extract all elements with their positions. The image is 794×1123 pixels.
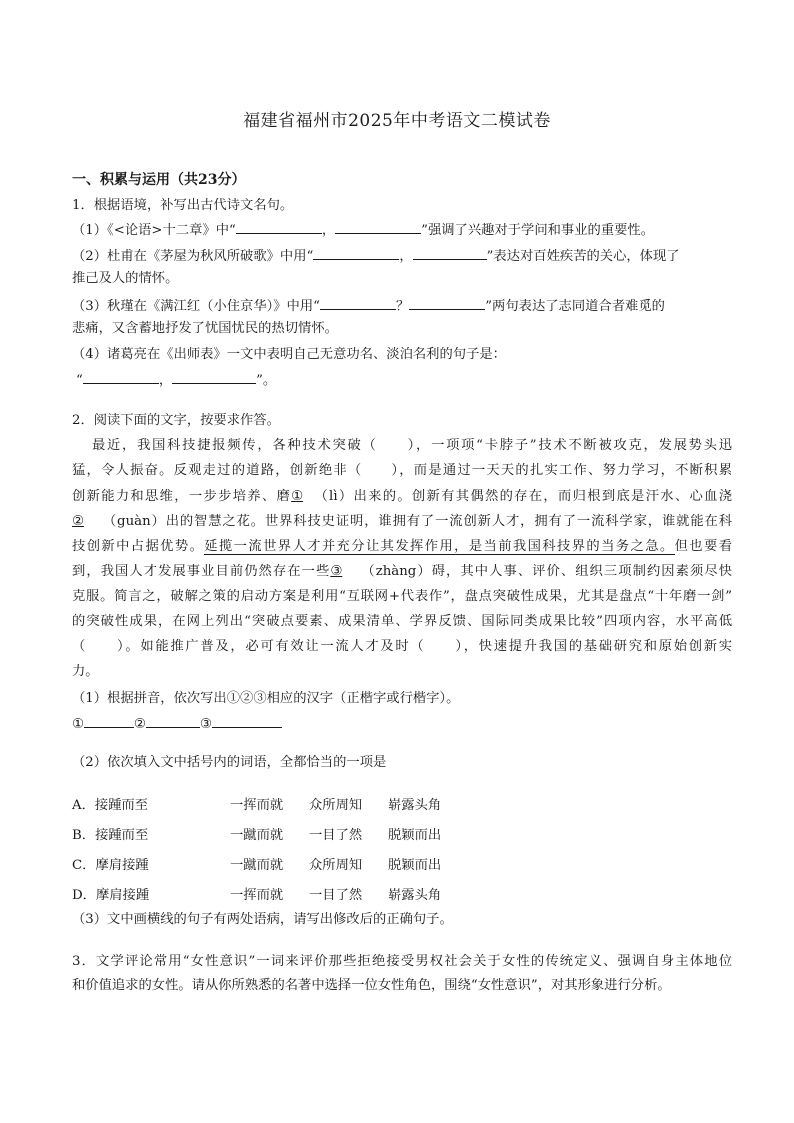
answer-blank[interactable]: [84, 713, 134, 728]
answer-blank[interactable]: [212, 713, 282, 728]
q1-stem: 1．根据语境，补写出古代诗文名句。: [72, 198, 294, 213]
q2-passage-line: （ ）。如能推广普及，必可有效让一流人才及时（ ），快速提升我国的基础研究和原始创新实: [72, 639, 732, 654]
q2-sub-2: （2）依次填入文中括号内的词语，全都恰当的一项是: [72, 755, 387, 770]
q1-item-2: （2）杜甫在《茅屋为秋风所破歌》中用“ ， ”表达对百姓疾苦的关心，体现了: [72, 245, 732, 267]
answer-blank[interactable]: [83, 369, 159, 384]
q2-passage-line: 最近，我国科技捷报频传，各种技术突破（ ），一项项“卡脖子”技术不断被攻克，发展势头迅: [92, 438, 732, 453]
exam-page: 福建省福州市2025年中考语文二模试卷 一、积累与运用（共23分） 1．根据语境，补写出古代诗文名句。 （1）《<论语>十二章》中“ ， ”强调了兴趣对于学问和事业的重要性。 （2）杜甫在《茅屋为秋风所破歌》中用“ ， ”表达对百姓疾苦的关心，体现了 推己及人的情怀。 （3）秋瑾在《满江红（小住京华）》中用“ ？ ”两句表达了志同道合者难觅的 悲痛，又含蓄地抒发了忧国忧民的热切情怀。 （4）诸葛亮在《出师表》一文中表明自己无意功名、淡泊名利的句子是： “ ， ”。 2．阅读下面的文字，按要求作答。 最近，我国科技捷报频传，各种技术突破（ ），一项项“卡脖子”技术不断被攻克，发展势头迅 猛，令人振奋。反观走过的道路，创新绝非（ ），而是通过一天天的扎实工作、努力学习，不断积累 创新能力和思维，一步步培养、磨① （lì）出来的。创新有其偶然的存在，而归根到底是汗水、心血浇 ② （guàn）出的智慧之花。世界科技史证明，谁拥有了一流创新人才，拥有了一流科学家，谁就能在科 技创新中占据优势。延揽一流世界人才并充分让其发挥作用，是当前我国科技界的当务之急。但也要看 到，我国人才发展事业目前仍然存在一些③ （zhàng）碍，其中人事、评价、组织三项制约因素须尽快 克服。简言之，破解之策的启动方案是利用“互联网+代表作”，盘点突破性成果，尤其是盘点“十年磨一剑” 的突破性成果，在网上列出“突破点要素、成果清单、学界反馈、国际同类成果比较”四项内容，水平高低 （ ）。如能推广普及，必可有效让一流人才及时（ ），快速提升我国的基础研究和原始创新实 力。 （1）根据拼音，依次写出①②③相应的汉字（正楷字或行楷字）。 ① ② ③ （2）依次填入文中括号内的词语，全都恰当的一项是 A．接踵而至 一挥而就 众所周知 崭露头角 B．接踵而至 一蹴而就 一目了然 脱颖而出 C．摩肩接踵 一蹴而就 众所周知 脱颖而出 D．摩肩接踵 一挥而就 一目了然 崭露头角 （3）文中画横线的句子有两处语病，请写出修改后的正确句子。 3．文学评论常用“女性意识”一词来评价那些拒绝接受男权社会关于女性的传统定义、强调自身主体地位 和价值追求的女性。请从你所熟悉的名著中选择一位女性角色，围绕“女性意识”，对其形象进行分析。: [0, 0, 794, 1123]
q1-item-2-cont: 推己及人的情怀。: [72, 271, 179, 286]
q2-sub-1-answers: ① ② ③: [72, 713, 732, 735]
answer-blank[interactable]: [320, 295, 396, 310]
q1-item-3-cont: 悲痛，又含蓄地抒发了忧国忧民的热切情怀。: [72, 321, 338, 336]
q1-item-4-answer: “ ， ”。: [76, 369, 736, 391]
q3-line: 和价值追求的女性。请从你所熟悉的名著中选择一位女性角色，围绕“女性意识”，对其形象进行分析。: [72, 978, 671, 993]
page-title: 福建省福州市2025年中考语文二模试卷: [243, 111, 551, 131]
answer-blank[interactable]: [413, 245, 487, 260]
answer-blank[interactable]: [172, 369, 256, 384]
q2-stem: 2．阅读下面的文字，按要求作答。: [72, 413, 280, 428]
pinyin-blank-2[interactable]: ②: [72, 514, 84, 529]
q2-passage-line: 克服。简言之，破解之策的启动方案是利用“互联网+代表作”，盘点突破性成果，尤其是盘点“十年磨一剑”: [72, 589, 732, 604]
q2-sub-1: （1）根据拼音，依次写出①②③相应的汉字（正楷字或行楷字）。: [72, 691, 460, 706]
q2-passage-line: 创新能力和思维，一步步培养、磨① （lì）出来的。创新有其偶然的存在，而归根到底是汗水、心血浇: [72, 487, 732, 507]
q2-passage-line: 到，我国人才发展事业目前仍然存在一些③ （zhàng）碍，其中人事、评价、组织三项制约因素须尽快: [72, 562, 732, 582]
q3-line: 3．文学评论常用“女性意识”一词来评价那些拒绝接受男权社会关于女性的传统定义、强调自身主体地位: [72, 954, 732, 969]
underlined-sentence: 延揽一流世界人才并充分让其发挥作用，是当前我国科技界的当务之急。: [204, 539, 675, 554]
q2-passage-line: ② （guàn）出的智慧之花。世界科技史证明，谁拥有了一流创新人才，拥有了一流科学家，谁就能在科: [72, 512, 732, 532]
answer-blank[interactable]: [409, 295, 485, 310]
q1-item-3: （3）秋瑾在《满江红（小住京华）》中用“ ？ ”两句表达了志同道合者难觅的: [72, 295, 732, 317]
q2-passage-line: 技创新中占据优势。延揽一流世界人才并充分让其发挥作用，是当前我国科技界的当务之急。但也要看: [72, 539, 733, 554]
q1-item-1: （1）《<论语>十二章》中“ ， ”强调了兴趣对于学问和事业的重要性。: [72, 219, 732, 241]
q2-passage-line: 力。: [72, 664, 99, 679]
q2-sub-3: （3）文中画横线的句子有两处语病，请写出修改后的正确句子。: [72, 912, 453, 927]
q2-passage-line: 猛，令人振奋。反观走过的道路，创新绝非（ ），而是通过一天天的扎实工作、努力学习，不断积累: [72, 463, 732, 478]
answer-blank[interactable]: [236, 219, 322, 234]
answer-blank[interactable]: [146, 713, 200, 728]
q1-item-4: （4）诸葛亮在《出师表》一文中表明自己无意功名、淡泊名利的句子是：: [72, 347, 506, 362]
section-heading: 一、积累与运用（共23分）: [72, 172, 246, 188]
answer-blank[interactable]: [313, 245, 399, 260]
q2-passage-line: 的突破性成果，在网上列出“突破点要素、成果清单、学界反馈、国际同类成果比较”四项内容，水平高低: [72, 614, 732, 629]
pinyin-blank-1[interactable]: ①: [291, 489, 304, 504]
answer-blank[interactable]: [335, 219, 421, 234]
pinyin-blank-3[interactable]: ③: [330, 564, 343, 579]
